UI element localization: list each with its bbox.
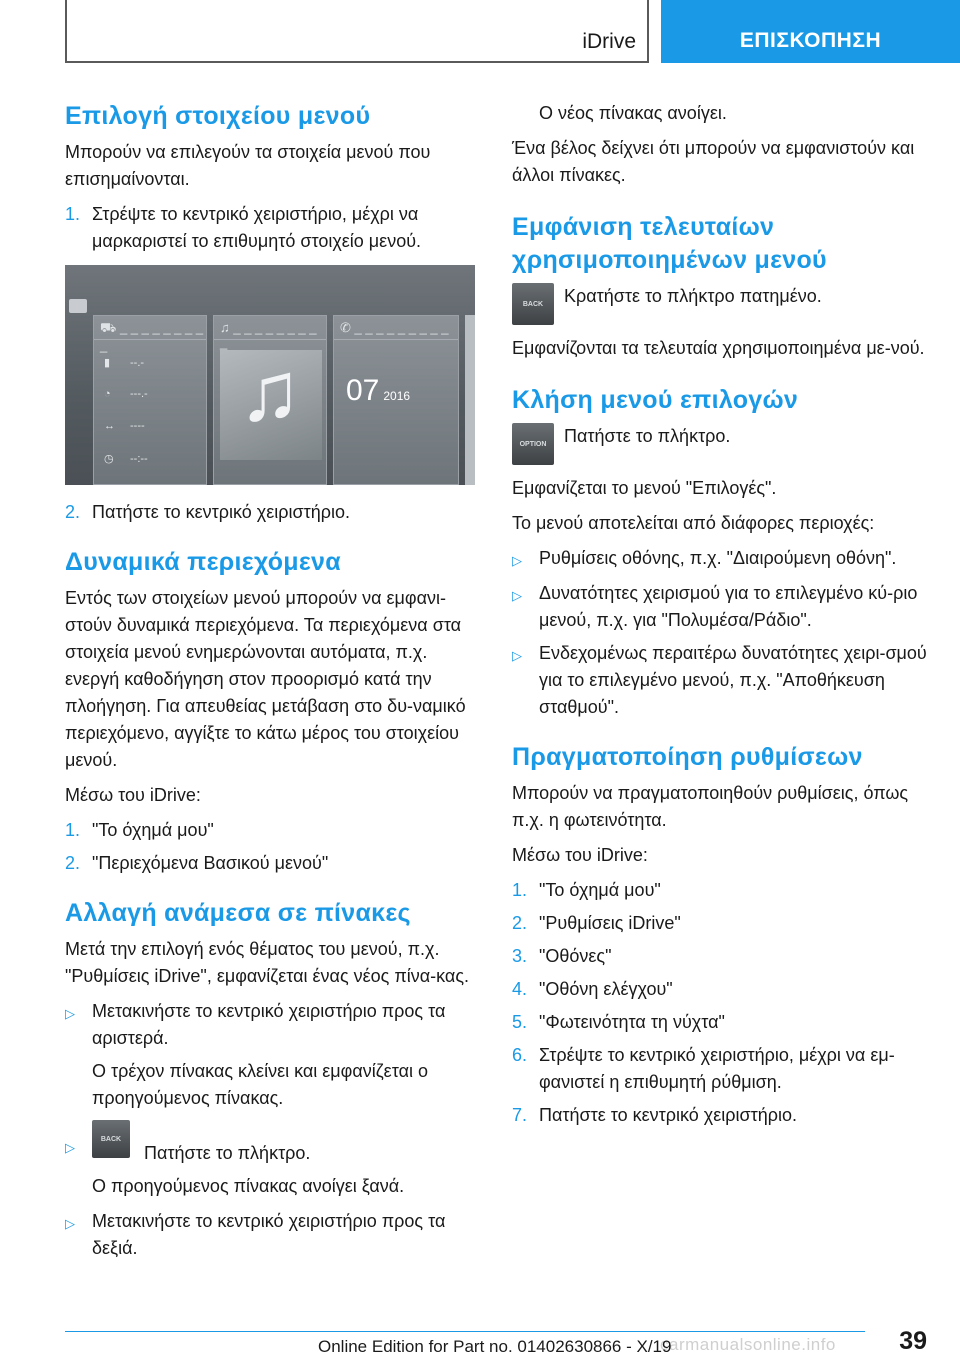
step-text: Στρέψτε το κεντρικό χειριστήριο, μέχρι να μαρκαριστεί το επιθυμητό στοιχείο μενού.	[92, 204, 422, 251]
back-key-icon: BACK	[512, 283, 554, 325]
list-item	[65, 1120, 475, 1167]
step-text: "Οθόνη ελέγχου"	[539, 979, 673, 999]
list-item	[65, 1208, 475, 1262]
paragraph: Εμφανίζεται το μενού "Επιλογές".	[512, 478, 777, 498]
step-number: 6.	[512, 1045, 528, 1065]
list-item	[512, 877, 932, 904]
page-number: 39	[899, 1327, 927, 1355]
card-row: ◔ ---.-	[104, 388, 148, 400]
key-instruction	[92, 1120, 310, 1167]
instruction-text: Πατήστε το πλήκτρο.	[564, 426, 731, 446]
paragraph: Ένα βέλος δείχνει ότι μπορούν να εμφανιστούν και άλλοι πίνακες.	[512, 138, 915, 185]
triangle-bullet-icon: ▷	[512, 553, 522, 568]
section-title-dynamic-content: Δυναμικά περιεχόμενα	[65, 548, 341, 576]
list-item	[65, 201, 475, 255]
section-title-recent-menus: Εμφάνιση τελευταίων χρησιμοποιημένων μενού	[512, 213, 827, 274]
folder-icon	[69, 299, 87, 313]
key-instruction	[512, 283, 932, 325]
date-display	[346, 374, 410, 408]
section-title-options-menu: Κλήση μενού επιλογών	[512, 386, 799, 414]
triangle-bullet-icon: ▷	[65, 1006, 75, 1021]
card-header: ⛟ _ _ _ _ _ _ _ _ _	[94, 316, 206, 340]
step-number: 5.	[512, 1012, 528, 1032]
step-text: "Ρυθμίσεις iDrive"	[539, 913, 681, 933]
section-title-settings: Πραγματοποίηση ρυθμίσεων	[512, 743, 863, 771]
distance-icon: ↔	[104, 420, 115, 432]
paragraph: Μέσω του iDrive:	[512, 845, 648, 865]
triangle-bullet-icon: ▷	[512, 588, 522, 603]
step-text: Πατήστε το κεντρικό χειριστήριο.	[92, 502, 350, 522]
back-key-icon: BACK	[92, 1120, 130, 1158]
instruction-text: Κρατήστε το πλήκτρο πατημένο.	[564, 286, 822, 306]
card-row: ▮ --.-	[104, 357, 145, 369]
header-chapter-tab: ΕΠΙΣΚΟΠΗΣΗ	[661, 0, 960, 63]
triangle-bullet-icon: ▷	[65, 1216, 75, 1231]
list-item	[512, 1009, 932, 1036]
paragraph: Μπορούν να πραγματοποιηθούν ρυθμίσεις, όπως π.χ. η φωτεινότητα.	[512, 783, 909, 830]
bullet-text: Πατήστε το πλήκτρο.	[144, 1143, 311, 1163]
step-number: 7.	[512, 1105, 528, 1125]
step-number: 2.	[512, 913, 528, 933]
header-section-title: iDrive	[582, 30, 636, 53]
footer-divider	[65, 1331, 865, 1332]
step-text: "Το όχημά μου"	[539, 880, 661, 900]
list-item	[512, 976, 932, 1003]
watermark: carmanualsonline.info	[660, 1335, 836, 1354]
list-item	[512, 545, 932, 574]
date-day: 07	[346, 374, 380, 407]
bullet-result: Ο τρέχον πίνακας κλείνει και εμφανίζεται ο προηγούμενος πίνακας.	[92, 1061, 428, 1108]
bullet-text: Ενδεχομένως περαιτέρω δυνατότητες χειρι-σμού για το επιλεγμένο μενού, π.χ. "Αποθήκευση σταθμού".	[539, 643, 927, 717]
idrive-screen-illustration	[65, 265, 475, 485]
section-title-switch-panels: Αλλαγή ανάμεσα σε πίνακες	[65, 899, 411, 927]
list-item	[512, 580, 932, 634]
paragraph: Μετά την επιλογή ενός θέματος του μενού, π.χ. "Ρυθμίσεις iDrive", εμφανίζεται ένας νέος πίνα-κας.	[65, 939, 470, 986]
section-title-select-menu-item: Επιλογή στοιχείου μενού	[65, 102, 371, 130]
paragraph: Εμφανίζονται τα τελευταία χρησιμοποιημένα με-νού.	[512, 338, 925, 358]
header-frame	[65, 0, 649, 63]
step-number: 1.	[65, 820, 81, 840]
list-item	[512, 1102, 932, 1129]
step-number: 2.	[65, 502, 81, 522]
bullet-text: Μετακινήστε το κεντρικό χειριστήριο προς τα δεξιά.	[92, 1211, 446, 1258]
list-item	[65, 998, 475, 1052]
vehicle-card	[93, 315, 207, 485]
paragraph: Ο νέος πίνακας ανοίγει.	[539, 103, 727, 123]
date-year: 2016	[383, 389, 411, 403]
card-row: ◷ --:--	[104, 453, 148, 465]
list-item	[512, 910, 932, 937]
key-instruction	[512, 423, 932, 465]
step-text: Στρέψτε το κεντρικό χειριστήριο, μέχρι να εμ-φανιστεί η επιθυμητή ρύθμιση.	[539, 1045, 895, 1092]
step-text: "Οθόνες"	[539, 946, 612, 966]
paragraph: Εντός των στοιχείων μενού μπορούν να εμφανι-στούν δυναμικά περιεχόμενα. Τα περιεχόμενα στα στοιχεία μενού ενημερώνονται αυτόματα, π.χ. ενεργή καθοδήγηση στον προορισμό κατά την πλοήγηση. Για απευθείας μετάβαση στο δυ-ναμικό περιεχόμενο, αγγίξτε το κάτω μέρος του στοιχείου μενού.	[65, 588, 466, 770]
phone-icon: ✆	[340, 320, 355, 335]
triangle-bullet-icon: ▷	[65, 1140, 75, 1155]
media-card	[213, 315, 327, 485]
step-text: "Φωτεινότητα τη νύχτα"	[539, 1012, 725, 1032]
list-item	[65, 850, 475, 877]
list-item	[65, 499, 475, 526]
card-header: ♫ _ _ _ _ _ _ _ _ _	[214, 316, 326, 340]
left-column	[65, 100, 475, 1268]
list-item	[65, 817, 475, 844]
bullet-text: Μετακινήστε το κεντρικό χειριστήριο προς τα αριστερά.	[92, 1001, 446, 1048]
paragraph: Το μενού αποτελείται από διάφορες περιοχές:	[512, 513, 875, 533]
clock-icon: ◷	[104, 453, 114, 465]
list-item	[512, 943, 932, 970]
step-text: "Περιεχόμενα Βασικού μενού"	[92, 853, 329, 873]
bullet-text: Ρυθμίσεις οθόνης, π.χ. "Διαιρούμενη οθόνη".	[539, 548, 897, 568]
bullet-text: Δυνατότητες χειρισμού για το επιλεγμένο κύ-ριο μενού, π.χ. για "Πολυμέσα/Ράδιο".	[539, 583, 918, 630]
step-number: 2.	[65, 853, 81, 873]
step-number: 1.	[512, 880, 528, 900]
footer-edition: Online Edition for Part no. 01402630866 - X/19	[318, 1337, 672, 1356]
step-text: Πατήστε το κεντρικό χειριστήριο.	[539, 1105, 797, 1125]
next-panel-edge	[465, 315, 475, 485]
triangle-bullet-icon: ▷	[512, 648, 522, 663]
step-number: 1.	[65, 204, 81, 224]
step-text: "Το όχημά μου"	[92, 820, 214, 840]
option-key-icon: OPTION	[512, 423, 554, 465]
list-item	[512, 640, 932, 721]
right-column	[512, 100, 932, 1135]
paragraph: Μπορούν να επιλεγούν τα στοιχεία μενού που επισημαίνονται.	[65, 142, 431, 189]
step-number: 3.	[512, 946, 528, 966]
list-item	[512, 1042, 932, 1096]
car-icon: ⛟	[100, 320, 120, 335]
phone-card	[333, 315, 459, 485]
paragraph: Μέσω του iDrive:	[65, 785, 201, 805]
gauge-icon: ◔	[104, 388, 111, 400]
step-number: 4.	[512, 979, 528, 999]
bullet-result: Ο προηγούμενος πίνακας ανοίγει ξανά.	[92, 1176, 405, 1196]
fuel-icon: ▮	[104, 357, 111, 369]
card-header: ✆ _ _ _ _ _ _ _ _ _	[334, 316, 458, 340]
card-row: ↔ ----	[104, 420, 145, 432]
music-note-icon: ♫	[238, 344, 302, 438]
